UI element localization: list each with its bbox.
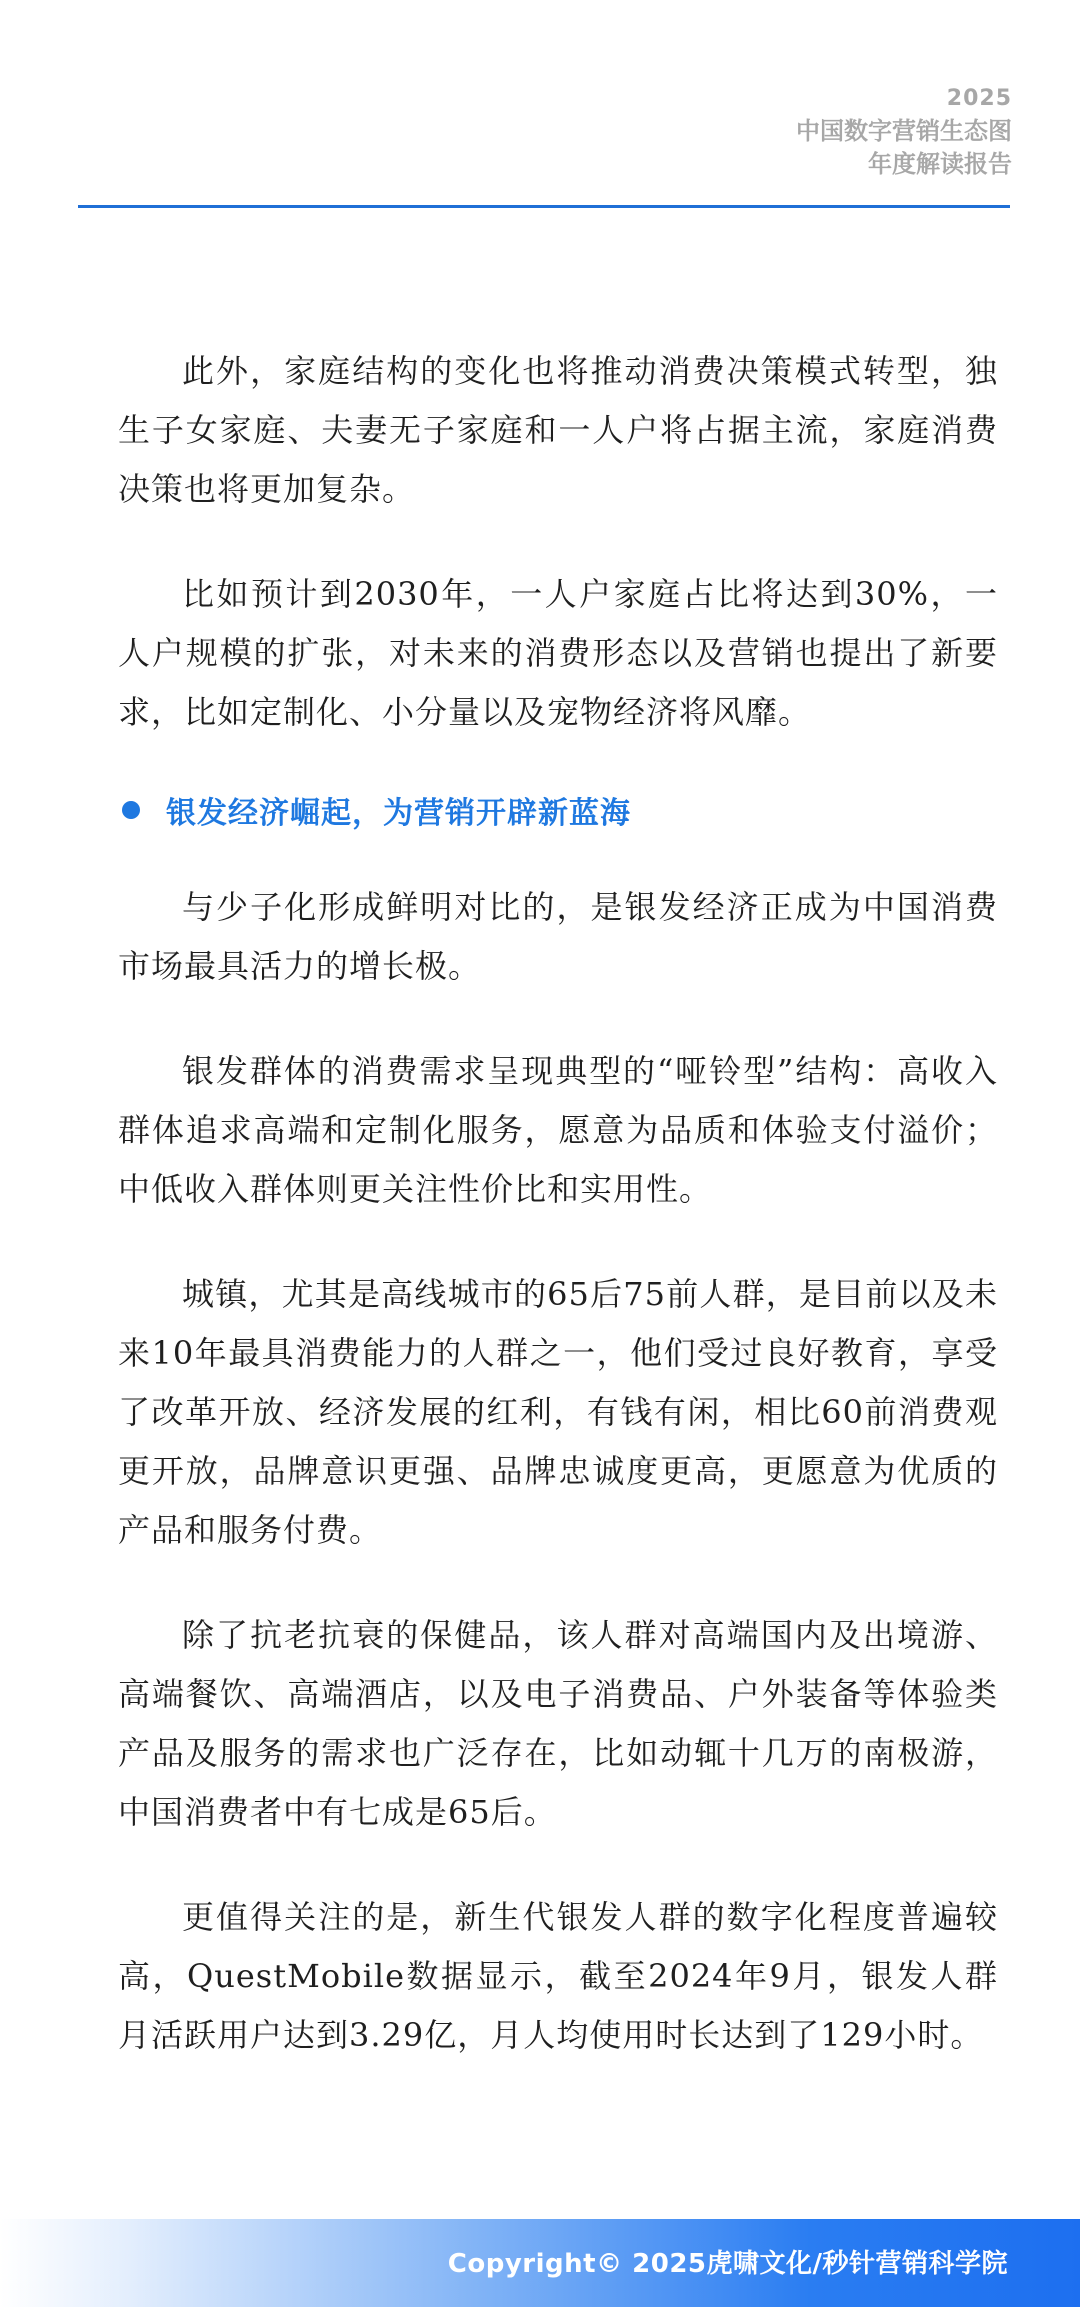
report-header <box>796 82 1012 181</box>
paragraph-silver-growth: 与少子化形成鲜明对比的，是银发经济正成为中国消费市场最具活力的增长极。 <box>118 888 998 985</box>
paragraph-family-structure: 此外，家庭结构的变化也将推动消费决策模式转型，独生子女家庭、夫妻无子家庭和一人户将占据主流，家庭消费决策也将更加复杂。 <box>118 352 998 508</box>
report-year: 2025 <box>946 86 1012 111</box>
bullet-dot-icon <box>122 801 140 819</box>
paragraph-single-households: 比如预计到2030年，一人户家庭占比将达到30%，一人户规模的扩张，对未来的消费形态以及营销也提出了新要求，比如定制化、小分量以及宠物经济将风靡。 <box>118 575 998 731</box>
paragraph-dumbbell-structure: 银发群体的消费需求呈现典型的“哑铃型”结构：高收入群体追求高端和定制化服务，愿意为品质和体验支付溢价；中低收入群体则更关注性价比和实用性。 <box>118 1052 998 1208</box>
paragraph-digital-adoption: 更值得关注的是，新生代银发人群的数字化程度普遍较高，QuestMobile数据显示，截至2024年9月，银发人群月活跃用户达到3.29亿，月人均使用时长达到了129小时。 <box>118 1898 998 2054</box>
section-heading-silver-economy <box>118 786 998 834</box>
report-title-line-2: 年度解读报告 <box>868 150 1012 178</box>
report-title-line-1: 中国数字营销生态图 <box>796 117 1012 145</box>
paragraph-urban-cohort: 城镇，尤其是高线城市的65后75前人群，是目前以及未来10年最具消费能力的人群之一，他们受过良好教育，享受了改革开放、经济发展的红利，有钱有闲，相比60前消费观更开放，品牌意识更强、品牌忠诚度更高，更愿意为优质的产品和服务付费。 <box>118 1275 998 1549</box>
paragraph-experience-demand: 除了抗老抗衰的保健品，该人群对高端国内及出境游、高端餐饮、高端酒店，以及电子消费品、户外装备等体验类产品及服务的需求也广泛存在，比如动辄十几万的南极游，中国消费者中有七成是65后。 <box>118 1616 998 1831</box>
header-divider <box>78 205 1010 208</box>
copyright-text: Copyright© 2025虎啸文化/秒针营销科学院 <box>447 2249 1008 2279</box>
section-heading-text: 银发经济崛起，为营销开辟新蓝海 <box>166 796 631 831</box>
article-body <box>118 342 998 2111</box>
footer-bar <box>0 2219 1080 2307</box>
